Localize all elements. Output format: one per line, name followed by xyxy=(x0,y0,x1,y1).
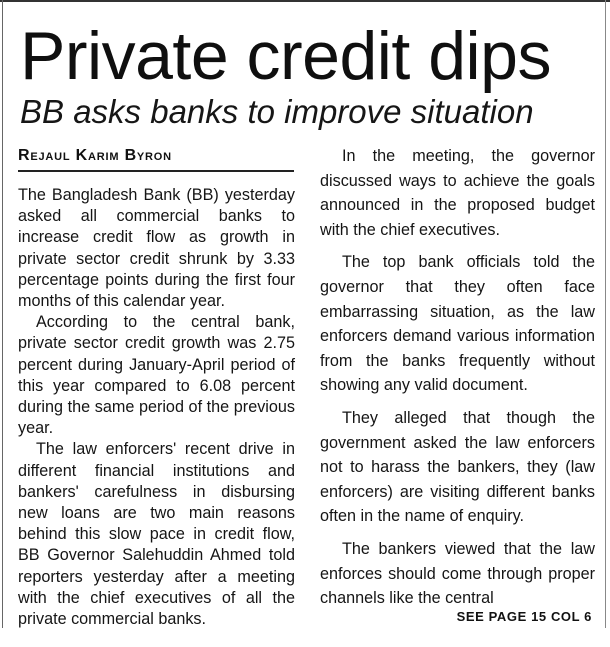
top-border xyxy=(0,0,610,2)
byline-rule xyxy=(18,170,294,172)
paragraph-2: According to the central bank, private sector credit growth was 2.75 percent during January-April period of this year compared to 6.08 percent during the same period of the previous year. xyxy=(18,313,295,438)
right-column xyxy=(320,144,595,611)
paragraph-6: They alleged that though the government asked the law enforcers not to harass the bankers, they (law enforcers) are visiting different banks often in the name of enquiry. xyxy=(320,408,595,526)
headline: Private credit dips xyxy=(20,18,551,94)
paragraph-7: The bankers viewed that the law enforces should come through proper channels like the central xyxy=(320,539,595,608)
paragraph-3: The law enforcers' recent drive in different financial institutions and bankers' carefulness in disbursing new loans are two main reasons behind this slow pace in credit flow, BB Governor Salehuddin Ahmed told reporters yesterday after a meeting with the chief executives of all the private commercial banks. xyxy=(18,440,295,629)
left-column xyxy=(18,185,295,630)
paragraph-4: In the meeting, the governor discussed ways to achieve the goals announced in the proposed budget with the chief executives. xyxy=(320,147,595,239)
subheadline: BB asks banks to improve situation xyxy=(20,93,534,130)
paragraph-1: The Bangladesh Bank (BB) yesterday asked all commercial banks to increase credit flow as growth in private sector credit shrunk by 3.33 percentage points during the first four months of this calendar year. xyxy=(18,186,295,311)
continued-on-link: SEE PAGE 15 COL 6 xyxy=(456,609,592,624)
byline: Rejaul Karim Byron xyxy=(18,147,172,164)
paragraph-5: The top bank officials told the governor that they often face embarrassing situation, as the law enforcers demand various information from the banks frequently without showing any valid document. xyxy=(320,253,595,395)
right-border xyxy=(605,0,606,628)
left-border xyxy=(2,0,3,628)
